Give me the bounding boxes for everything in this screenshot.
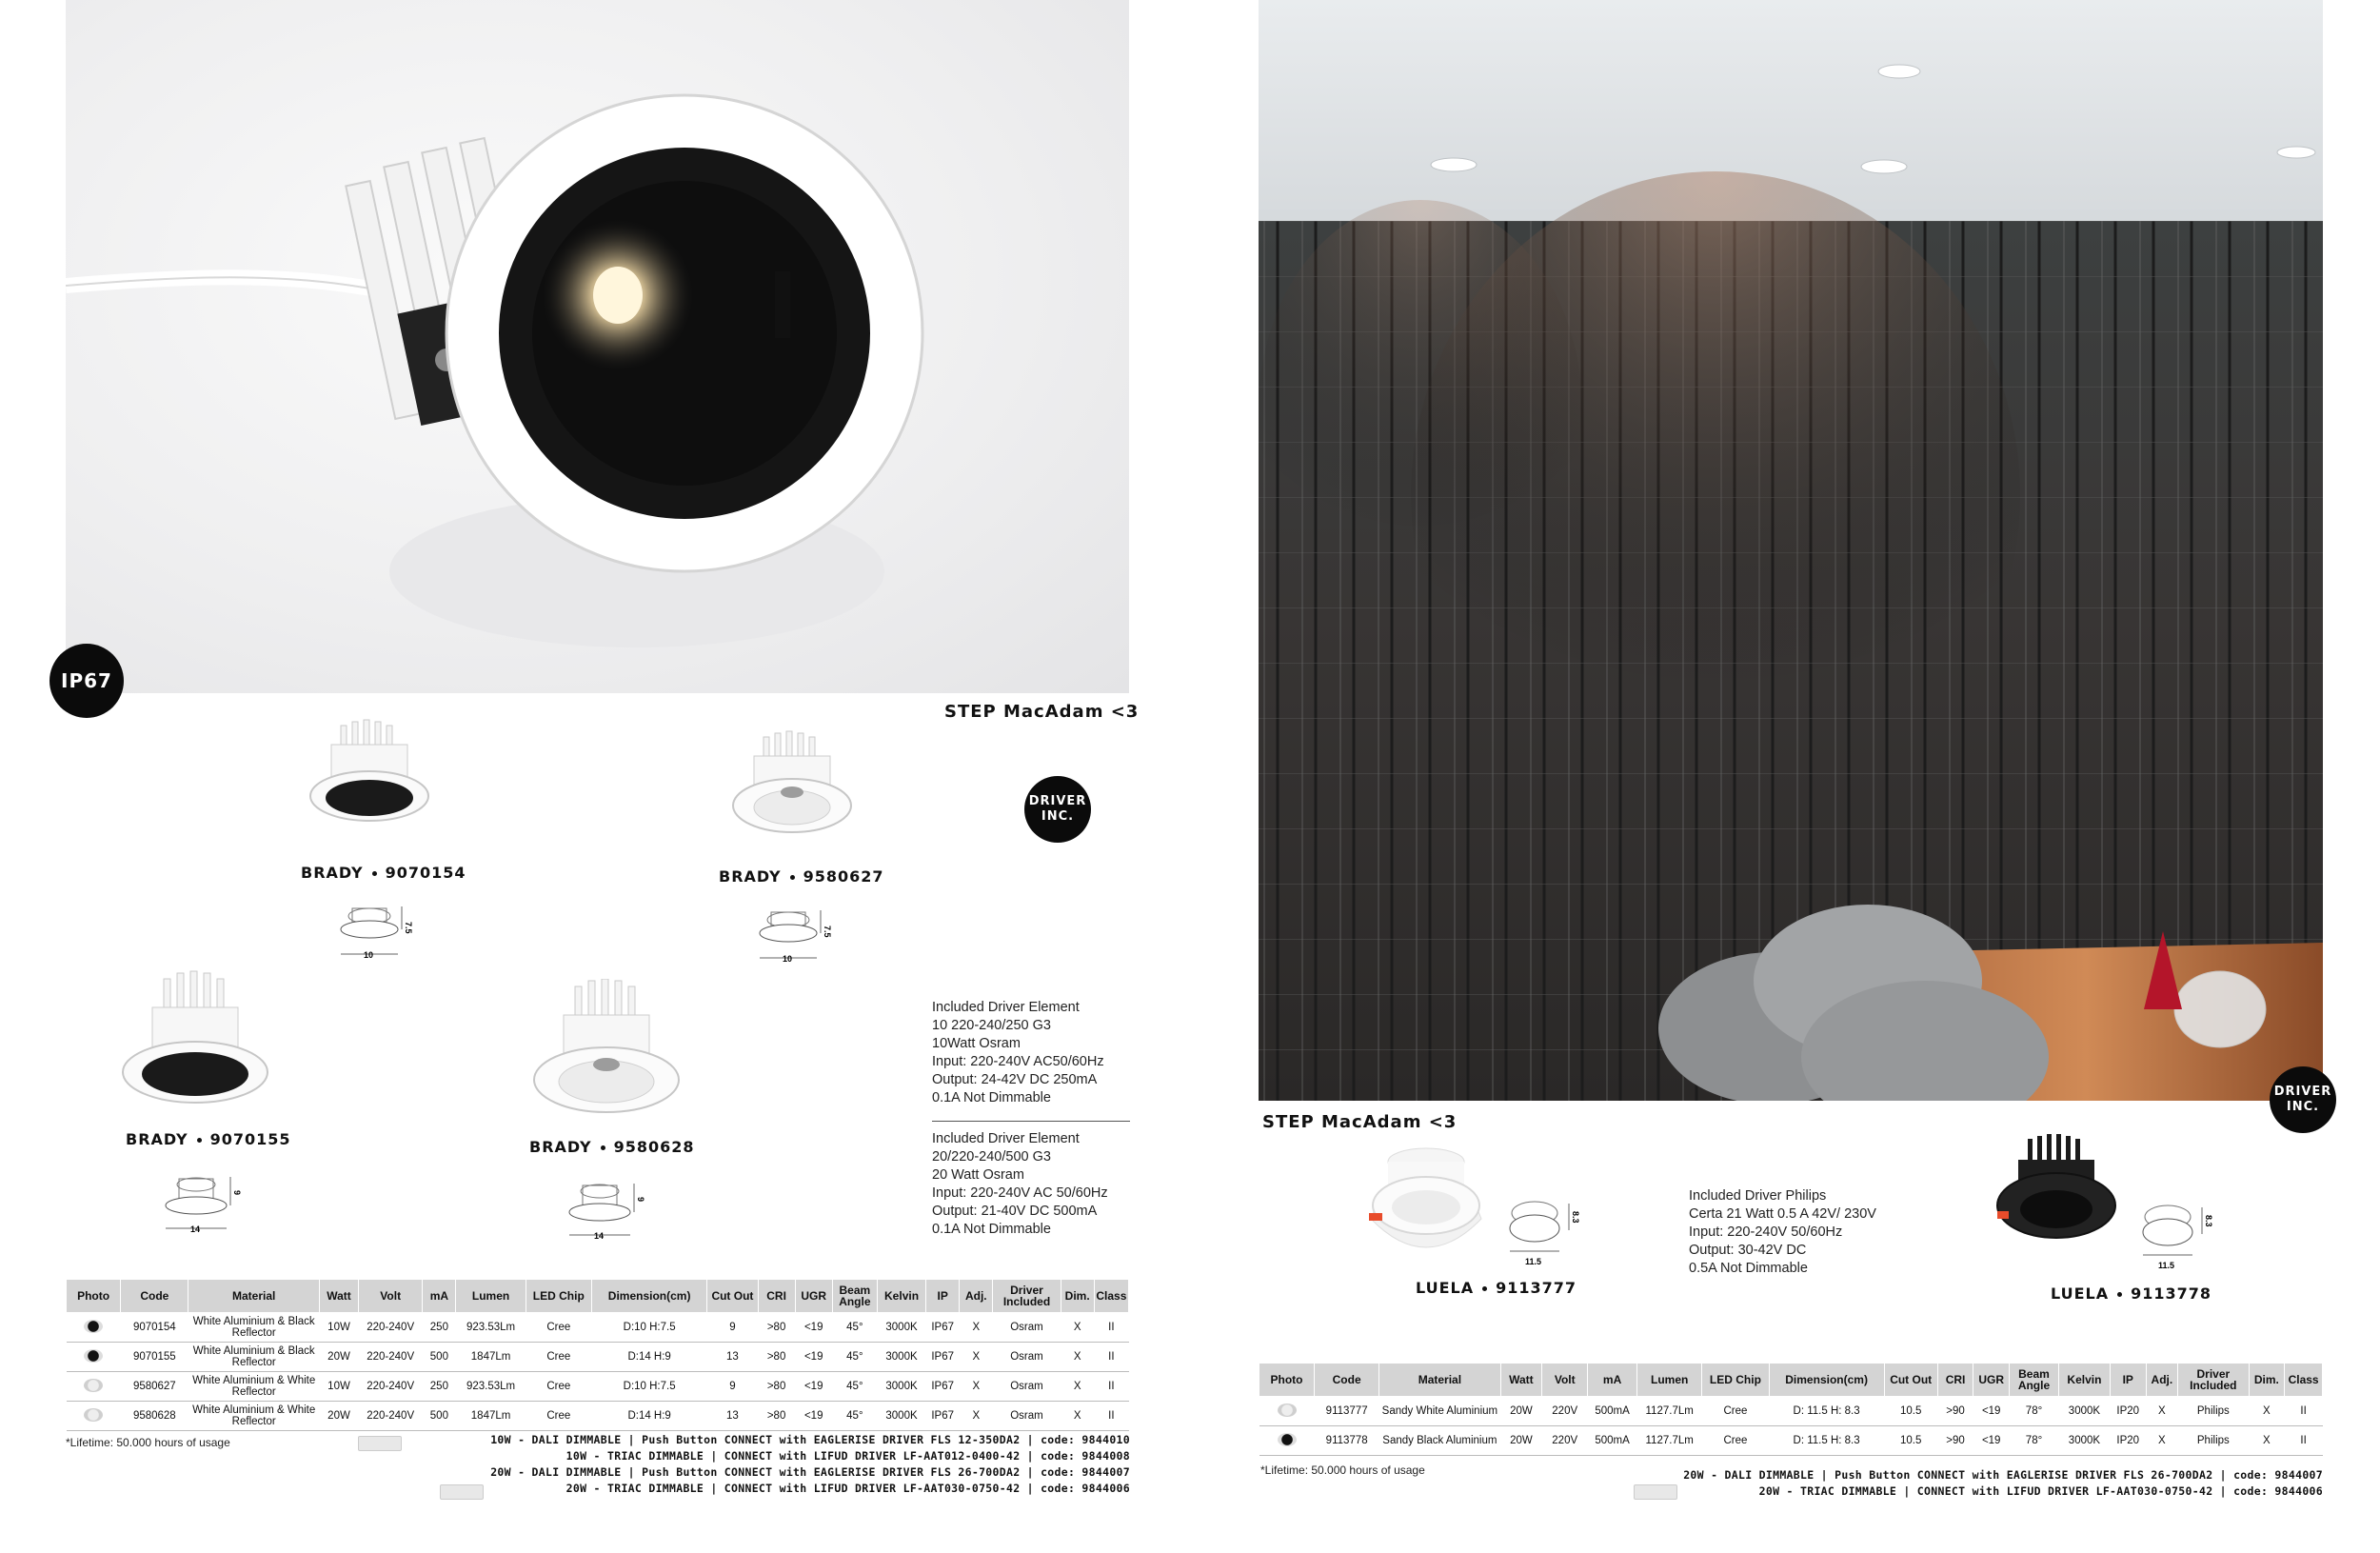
cell: 13 [707, 1402, 758, 1431]
cell: >80 [758, 1402, 795, 1431]
cell: 3000K [877, 1372, 925, 1402]
product-photo-9113778 [1990, 1133, 2123, 1257]
cell: X [960, 1343, 993, 1372]
table-header-row [1259, 1364, 2323, 1397]
product-name-9070155 [126, 1130, 291, 1148]
dim-width: 14 [190, 1224, 201, 1234]
product-family: LUELA [2051, 1284, 2110, 1303]
cell: Cree [526, 1402, 591, 1431]
product-photo-9113777 [1361, 1143, 1495, 1266]
driver-spec-philips [1689, 1187, 1876, 1278]
row-thumb [67, 1372, 121, 1402]
driver-badge-line-2: INC. [2286, 1100, 2320, 1114]
right-headline: STEP MacAdam <3 [1262, 1112, 1458, 1132]
col-cut-out: Cut Out [1884, 1364, 1937, 1397]
downlight-illustration [66, 0, 1129, 693]
col-class: Class [2285, 1364, 2323, 1397]
spec-line: Output: 24-42V DC 250mA [932, 1072, 1098, 1087]
row-thumb [67, 1313, 121, 1343]
product-thumb-icon [84, 1408, 103, 1422]
cell: 10W [319, 1372, 358, 1402]
cell: 250 [423, 1313, 456, 1343]
table-row [1259, 1426, 2323, 1456]
cell: 220V [1542, 1426, 1588, 1456]
cell: 9 [707, 1313, 758, 1343]
col-kelvin: Kelvin [2058, 1364, 2110, 1397]
product-code: 9580628 [613, 1138, 695, 1156]
cell: <19 [795, 1313, 832, 1343]
cell: 20W [319, 1402, 358, 1431]
col-ugr: UGR [795, 1280, 832, 1313]
col-photo: Photo [67, 1280, 121, 1313]
cell: 9 [707, 1372, 758, 1402]
col-ip: IP [2110, 1364, 2146, 1397]
cell: Sandy White Aluminium [1379, 1397, 1500, 1426]
product-code: 9580627 [803, 867, 884, 886]
cell: Osram [993, 1372, 1061, 1402]
lifetime-note-right: *Lifetime: 50.000 hours of usage [1260, 1463, 1425, 1477]
driver-badge-line-1: DRIVER [2273, 1085, 2332, 1099]
spec-line: 0.1A Not Dimmable [932, 1222, 1051, 1237]
cell: 3000K [877, 1402, 925, 1431]
cell: <19 [1973, 1426, 2010, 1456]
cell: IP67 [926, 1313, 960, 1343]
cell: X [960, 1402, 993, 1431]
cell: IP20 [2110, 1397, 2146, 1426]
dimming-line: 20W - DALI DIMMABLE | Push Button CONNECT with EAGLERISE DRIVER FLS 26-700DA2 | code: 9844007 [490, 1465, 1130, 1479]
cell: Sandy Black Aluminium [1379, 1426, 1500, 1456]
cell: D: 11.5 H: 8.3 [1769, 1397, 1884, 1426]
cell: 10.5 [1884, 1397, 1937, 1426]
cell: >80 [758, 1372, 795, 1402]
col-beam-angle: Beam Angle [832, 1280, 877, 1313]
dim-width: 10 [783, 954, 793, 964]
spec-line: 0.5A Not Dimmable [1689, 1261, 1808, 1276]
ip-rating-badge [50, 644, 124, 718]
dimming-line: 10W - DALI DIMMABLE | Push Button CONNECT with EAGLERISE DRIVER FLS 12-350DA2 | code: 9844010 [490, 1433, 1130, 1446]
driver-badge-line-2: INC. [1041, 809, 1075, 824]
cell: 3000K [877, 1343, 925, 1372]
cell: X [1061, 1313, 1094, 1343]
cell: 20W [319, 1343, 358, 1372]
cell: Cree [526, 1313, 591, 1343]
lifetime-note: *Lifetime: 50.000 hours of usage [66, 1436, 230, 1449]
cell: IP67 [926, 1372, 960, 1402]
cell: D: 11.5 H: 8.3 [1769, 1426, 1884, 1456]
separator-dot [790, 875, 795, 880]
cell: <19 [795, 1343, 832, 1372]
cell: 220-240V [359, 1402, 423, 1431]
spec-line: 10 220-240/250 G3 [932, 1018, 1051, 1033]
cell: D:14 H:9 [591, 1402, 706, 1431]
dim-height: 9 [636, 1197, 645, 1203]
dim-width: 11.5 [1525, 1257, 1542, 1266]
col-cut-out: Cut Out [707, 1280, 758, 1313]
right-dimming-options [1542, 1467, 2323, 1500]
dimming-line: 20W - TRIAC DIMMABLE | CONNECT with LIFUD DRIVER LF-AAT030-0750-42 | code: 9844006 [565, 1482, 1130, 1495]
cell: 1127.7Lm [1637, 1426, 1702, 1456]
cell: 10W [319, 1313, 358, 1343]
cell: 45° [832, 1372, 877, 1402]
product-thumb-icon [84, 1320, 103, 1333]
dim-height: 9 [232, 1190, 242, 1196]
product-name-9580627 [719, 867, 884, 886]
cell: 9070155 [121, 1343, 188, 1372]
cell: 3000K [877, 1313, 925, 1343]
cell: 20W [1500, 1397, 1542, 1426]
spec-line: Output: 30-42V DC [1689, 1243, 1807, 1258]
hero-photo-interior [1259, 0, 2323, 1101]
driver-spec-10w [932, 999, 1104, 1107]
product-photo-9070155 [114, 969, 276, 1112]
cell: 250 [423, 1372, 456, 1402]
cell: 45° [832, 1313, 877, 1343]
cell: White Aluminium & Black Reflector [188, 1343, 319, 1372]
dim-width: 10 [364, 950, 374, 960]
col-watt: Watt [1500, 1364, 1542, 1397]
col-dim: Dim. [1061, 1280, 1094, 1313]
separator-dot [2117, 1292, 2122, 1297]
cell: Cree [526, 1343, 591, 1372]
col-volt: Volt [1542, 1364, 1588, 1397]
cell: X [1061, 1372, 1094, 1402]
cell: 3000K [2058, 1397, 2110, 1426]
cell: X [2146, 1426, 2178, 1456]
col-cri: CRI [758, 1280, 795, 1313]
product-name-9113778 [2051, 1284, 2211, 1303]
spec-line: Certa 21 Watt 0.5 A 42V/ 230V [1689, 1206, 1876, 1222]
cell: 78° [2010, 1397, 2059, 1426]
spec-divider [932, 1121, 1130, 1122]
cell: II [1094, 1372, 1128, 1402]
cell: 9113777 [1315, 1397, 1379, 1426]
product-code: 9113778 [2131, 1284, 2212, 1303]
table-row [67, 1372, 1129, 1402]
product-family: BRADY [126, 1130, 188, 1148]
driver-included-badge-right [2270, 1066, 2336, 1133]
cell: II [2285, 1397, 2323, 1426]
col-material: Material [188, 1280, 319, 1313]
cell: 220-240V [359, 1343, 423, 1372]
cell: X [2249, 1426, 2285, 1456]
dim-height: 8.3 [2204, 1215, 2213, 1227]
cell: White Aluminium & Black Reflector [188, 1313, 319, 1343]
product-name-9113777 [1416, 1279, 1577, 1297]
cell: White Aluminium & White Reflector [188, 1402, 319, 1431]
cell: X [2146, 1397, 2178, 1426]
left-headline: STEP MacAdam <3 [944, 702, 1140, 722]
cell: 500mA [1588, 1426, 1637, 1456]
cell: 9113778 [1315, 1426, 1379, 1456]
product-thumb-icon [1278, 1433, 1297, 1446]
hero-photo-downlight [66, 0, 1129, 693]
table-row [67, 1313, 1129, 1343]
cell: 220-240V [359, 1313, 423, 1343]
col-dimension: Dimension(cm) [1769, 1364, 1884, 1397]
product-family: LUELA [1416, 1279, 1475, 1297]
product-name-9580628 [529, 1138, 695, 1156]
cell: IP67 [926, 1402, 960, 1431]
cell: 1847Lm [456, 1343, 526, 1372]
cell: 923.53Lm [456, 1372, 526, 1402]
col-ma: mA [1588, 1364, 1637, 1397]
cell: Osram [993, 1313, 1061, 1343]
separator-dot [1482, 1286, 1487, 1291]
cell: 78° [2010, 1426, 2059, 1456]
spec-line: 0.1A Not Dimmable [932, 1090, 1051, 1105]
product-family: BRADY [719, 867, 782, 886]
cell: Cree [1702, 1426, 1769, 1456]
dim-width: 11.5 [2158, 1261, 2175, 1270]
cell: D:14 H:9 [591, 1343, 706, 1372]
cell: Philips [2178, 1397, 2249, 1426]
right-spec-table [1259, 1363, 2323, 1456]
cell: 500 [423, 1343, 456, 1372]
col-ip: IP [926, 1280, 960, 1313]
left-spec-table [66, 1279, 1129, 1431]
cell: D:10 H:7.5 [591, 1372, 706, 1402]
cell: >90 [1937, 1397, 1973, 1426]
dimension-drawing-9113778 [2137, 1196, 2213, 1272]
col-watt: Watt [319, 1280, 358, 1313]
separator-dot [197, 1138, 202, 1143]
dim-height: 7.5 [404, 922, 413, 934]
col-volt: Volt [359, 1280, 423, 1313]
dim-height: 7.5 [823, 926, 832, 938]
cell: White Aluminium & White Reflector [188, 1372, 319, 1402]
cell: 20W [1500, 1426, 1542, 1456]
col-led-chip: LED Chip [526, 1280, 591, 1313]
cell: Osram [993, 1343, 1061, 1372]
cell: D:10 H:7.5 [591, 1313, 706, 1343]
col-lumen: Lumen [456, 1280, 526, 1313]
spec-line: 20/220-240/500 G3 [932, 1149, 1051, 1165]
cell: 13 [707, 1343, 758, 1372]
cell: IP67 [926, 1343, 960, 1372]
table-row [67, 1402, 1129, 1431]
driver-spec-20w [932, 1130, 1108, 1239]
cell: 9580627 [121, 1372, 188, 1402]
table-header-row [67, 1280, 1129, 1313]
cell: 9580628 [121, 1402, 188, 1431]
spec-line: Included Driver Philips [1689, 1188, 1827, 1204]
cell: II [1094, 1402, 1128, 1431]
col-material: Material [1379, 1364, 1500, 1397]
driver-included-badge [1024, 776, 1091, 843]
cell: Philips [2178, 1426, 2249, 1456]
cell: <19 [795, 1372, 832, 1402]
product-family: BRADY [301, 864, 364, 882]
spec-line: Input: 220-240V AC50/60Hz [932, 1054, 1104, 1069]
col-ugr: UGR [1973, 1364, 2010, 1397]
col-lumen: Lumen [1637, 1364, 1702, 1397]
dimension-drawing-9580627 [752, 899, 838, 966]
cell: II [1094, 1343, 1128, 1372]
cell: Osram [993, 1402, 1061, 1431]
cell: 500 [423, 1402, 456, 1431]
interior-scene-illustration [1259, 0, 2323, 1101]
spec-line: 10Watt Osram [932, 1036, 1021, 1051]
cell: X [2249, 1397, 2285, 1426]
spec-line: Included Driver Element [932, 1131, 1080, 1146]
cell: 3000K [2058, 1426, 2110, 1456]
cell: 1127.7Lm [1637, 1397, 1702, 1426]
spec-line: Output: 21-40V DC 500mA [932, 1204, 1098, 1219]
cell: X [1061, 1402, 1094, 1431]
cell: 45° [832, 1343, 877, 1372]
cell: <19 [1973, 1397, 2010, 1426]
cell: 45° [832, 1402, 877, 1431]
row-thumb [67, 1343, 121, 1372]
cell: X [1061, 1343, 1094, 1372]
spec-line: 20 Watt Osram [932, 1167, 1024, 1183]
spec-line: Input: 220-240V 50/60Hz [1689, 1224, 1843, 1240]
table-row [67, 1343, 1129, 1372]
product-thumb-icon [84, 1349, 103, 1363]
col-class: Class [1094, 1280, 1128, 1313]
product-code: 9113777 [1496, 1279, 1577, 1297]
product-photo-9580627 [724, 729, 857, 844]
col-beam-angle: Beam Angle [2010, 1364, 2059, 1397]
row-thumb [67, 1402, 121, 1431]
cell: <19 [795, 1402, 832, 1431]
row-thumb [1259, 1397, 1315, 1426]
col-driver-included: Driver Included [993, 1280, 1061, 1313]
product-family: BRADY [529, 1138, 592, 1156]
product-thumb-icon [84, 1379, 103, 1392]
cell: Cree [526, 1372, 591, 1402]
cell: Cree [1702, 1397, 1769, 1426]
dimension-drawing-9070154 [333, 895, 419, 962]
cell: X [960, 1372, 993, 1402]
dimension-drawing-9113777 [1504, 1192, 1580, 1268]
dimming-line: 10W - TRIAC DIMMABLE | CONNECT with LIFUD DRIVER LF-AAT012-0400-42 | code: 9844008 [565, 1449, 1130, 1463]
cell: 1847Lm [456, 1402, 526, 1431]
col-code: Code [121, 1280, 188, 1313]
dimming-line: 20W - DALI DIMMABLE | Push Button CONNECT with EAGLERISE DRIVER FLS 26-700DA2 | code: 9844007 [1683, 1468, 2323, 1482]
separator-dot [372, 871, 377, 876]
col-cri: CRI [1937, 1364, 1973, 1397]
col-photo: Photo [1259, 1364, 1315, 1397]
dimension-drawing-9070155 [160, 1169, 246, 1236]
row-thumb [1259, 1426, 1315, 1456]
col-driver-included: Driver Included [2178, 1364, 2249, 1397]
col-led-chip: LED Chip [1702, 1364, 1769, 1397]
cell: IP20 [2110, 1426, 2146, 1456]
col-kelvin: Kelvin [877, 1280, 925, 1313]
product-code: 9070155 [209, 1130, 291, 1148]
product-thumb-icon [1278, 1404, 1297, 1417]
cell: II [2285, 1426, 2323, 1456]
separator-dot [601, 1145, 605, 1150]
product-code: 9070154 [385, 864, 466, 882]
col-dimension: Dimension(cm) [591, 1280, 706, 1313]
product-photo-9070154 [303, 716, 436, 830]
col-code: Code [1315, 1364, 1379, 1397]
dimension-drawing-9580628 [564, 1176, 649, 1243]
dimming-line: 20W - TRIAC DIMMABLE | CONNECT with LIFUD DRIVER LF-AAT030-0750-42 | code: 9844006 [1758, 1484, 2323, 1498]
ip-rating-text: IP67 [61, 669, 112, 692]
cell: >90 [1937, 1426, 1973, 1456]
cell: 923.53Lm [456, 1313, 526, 1343]
col-adj: Adj. [2146, 1364, 2178, 1397]
col-adj: Adj. [960, 1280, 993, 1313]
col-ma: mA [423, 1280, 456, 1313]
product-photo-9580628 [526, 979, 687, 1122]
cell: X [960, 1313, 993, 1343]
col-dim: Dim. [2249, 1364, 2285, 1397]
cell: 500mA [1588, 1397, 1637, 1426]
product-name-9070154 [301, 864, 466, 882]
spec-line: Included Driver Element [932, 1000, 1080, 1015]
cell: II [1094, 1313, 1128, 1343]
cell: 220V [1542, 1397, 1588, 1426]
cell: >80 [758, 1343, 795, 1372]
cell: 10.5 [1884, 1426, 1937, 1456]
cell: >80 [758, 1313, 795, 1343]
left-dimming-options [349, 1432, 1130, 1497]
dim-height: 8.3 [1571, 1211, 1580, 1224]
cell: 9070154 [121, 1313, 188, 1343]
spec-line: Input: 220-240V AC 50/60Hz [932, 1185, 1108, 1201]
dim-width: 14 [594, 1231, 605, 1241]
table-row [1259, 1397, 2323, 1426]
cell: 220-240V [359, 1372, 423, 1402]
driver-badge-line-1: DRIVER [1028, 794, 1087, 808]
